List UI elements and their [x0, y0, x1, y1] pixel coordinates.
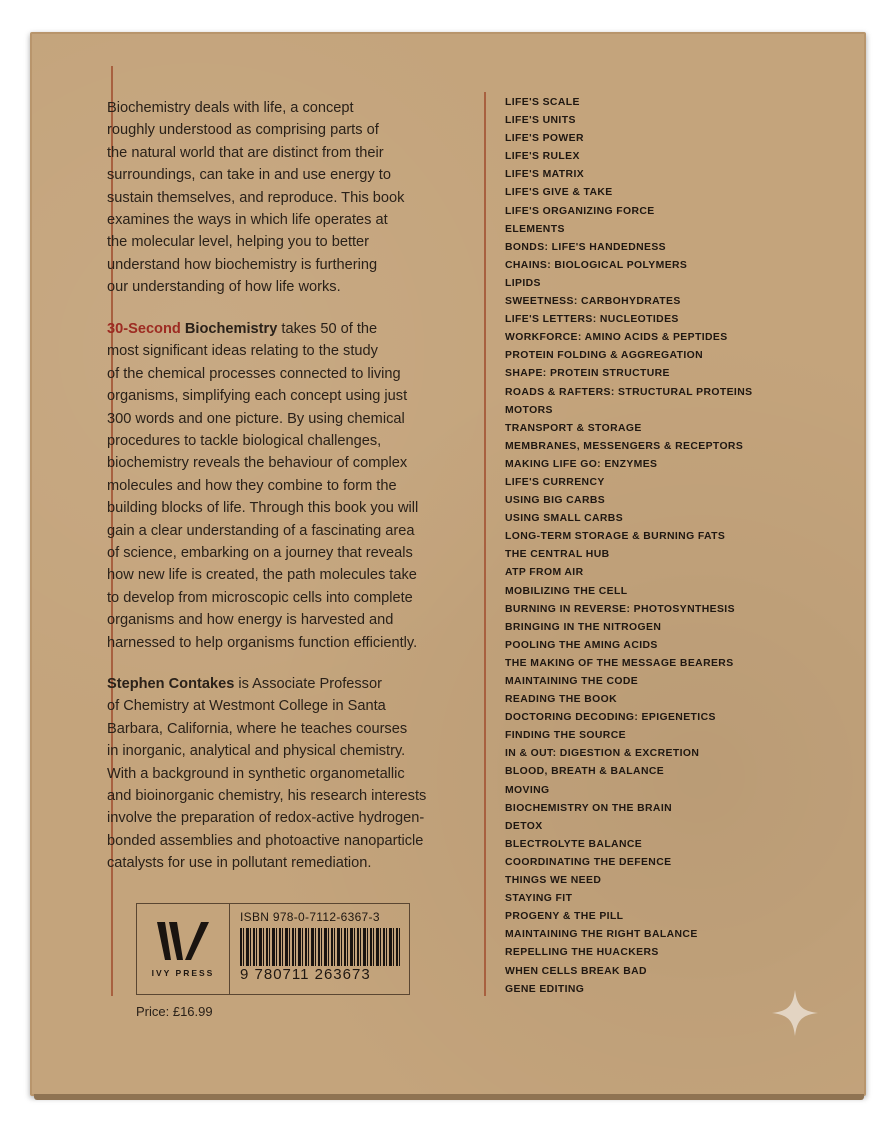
- ivy-press-logo-icon: [155, 920, 211, 962]
- toc-item: MOBILIZING THE CELL: [505, 585, 628, 597]
- table-of-contents: [505, 94, 835, 999]
- toc-item: THE CENTRAL HUB: [505, 549, 610, 561]
- toc-item: ROADS & RAFTERS: STRUCTURAL PROTEINS: [505, 386, 753, 398]
- toc-item: TRANSPORT & STORAGE: [505, 422, 642, 434]
- toc-item: THINGS WE NEED: [505, 875, 602, 887]
- toc-item: READING THE BOOK: [505, 694, 618, 706]
- toc-item: THE MAKING OF THE MESSAGE BEARERS: [505, 657, 734, 669]
- toc-item: MEMBRANES, MESSENGERS & RECEPTORS: [505, 440, 744, 452]
- right-rule: [484, 92, 486, 996]
- toc-item: LIFE'S CURRENCY: [505, 476, 605, 488]
- sparkle-icon: [770, 988, 820, 1043]
- toc-item: DETOX: [505, 820, 543, 832]
- summary-title-series: 30-Second: [107, 321, 181, 337]
- toc-item: LIFE'S GIVE & TAKE: [505, 187, 613, 199]
- toc-item: GENE EDITING: [505, 983, 585, 995]
- toc-item: BRINGING IN THE NITROGEN: [505, 621, 662, 633]
- publisher-logo: [137, 904, 230, 994]
- toc-item: IN & OUT: DIGESTION & EXCRETION: [505, 748, 700, 760]
- toc-item: LIFE'S RULEX: [505, 151, 580, 163]
- toc-item: REPELLING THE HUACKERS: [505, 947, 659, 959]
- toc-item: MOTORS: [505, 404, 553, 416]
- cover-edge: [34, 1094, 864, 1100]
- toc-item: MAKING LIFE GO: ENZYMES: [505, 458, 658, 470]
- toc-item: LIFE'S UNITS: [505, 115, 576, 127]
- toc-item: SWEETNESS: CARBOHYDRATES: [505, 296, 681, 308]
- author-name: Stephen Contakes: [107, 676, 235, 692]
- toc-item: MAINTAINING THE RIGHT BALANCE: [505, 929, 698, 941]
- toc-item: BONDS: LIFE'S HANDEDNESS: [505, 241, 667, 253]
- toc-item: FINDING THE SOURCE: [505, 730, 626, 742]
- barcode-icon: [240, 928, 400, 966]
- toc-item: BLOOD, BREATH & BALANCE: [505, 766, 665, 778]
- price: Price: £16.99: [136, 1004, 213, 1019]
- toc-item: ELEMENTS: [505, 223, 565, 235]
- toc-item: LIFE'S SCALE: [505, 97, 580, 108]
- toc-item: LIFE'S POWER: [505, 133, 584, 145]
- toc-item: BLECTROLYTE BALANCE: [505, 838, 643, 850]
- toc-item: CHAINS: BIOLOGICAL POLYMERS: [505, 259, 688, 271]
- toc-item: SHAPE: PROTEIN STRUCTURE: [505, 368, 670, 380]
- toc-item: MOVING: [505, 784, 550, 796]
- toc-item: USING BIG CARBS: [505, 495, 606, 507]
- toc-item: ATP FROM AIR: [505, 567, 584, 579]
- toc-item: LONG-TERM STORAGE & BURNING FATS: [505, 531, 726, 543]
- imprint-box: [136, 903, 410, 995]
- toc-item: BURNING IN REVERSE: PHOTOSYNTHESIS: [505, 603, 735, 615]
- intro-paragraph: Biochemistry deals with life, a concept roughly understood as comprising parts of the natural world that are distinct from their surroundings, can take in and use energy to sustain themselves, and reproduce. This book examines the ways in which life operates at the molecular level, helping you to better understand how biochemistry is furthering our understanding of how life works.: [107, 100, 405, 296]
- publisher-name: IVY PRESS: [151, 968, 215, 978]
- barcode-number: 9 780711 263673: [240, 966, 371, 983]
- summary-title-subject: Biochemistry: [184, 321, 278, 337]
- toc-item: WORKFORCE: AMINO ACIDS & PEPTIDES: [505, 332, 728, 344]
- summary-paragraph: [107, 318, 429, 654]
- toc-item: DOCTORING DECODING: EPIGENETICS: [505, 712, 716, 724]
- barcode-area: [230, 904, 409, 994]
- author-paragraph: [107, 673, 429, 875]
- toc-item: MAINTAINING THE CODE: [505, 676, 639, 687]
- toc-item: PROGENY & THE PILL: [505, 911, 624, 923]
- toc-item: WHEN CELLS BREAK BAD: [505, 965, 647, 977]
- toc-item: STAYING FIT: [505, 893, 573, 905]
- author-bio: is Associate Professor of Chemistry at Westmont College in Santa Barbara, California, where he teaches courses in inorganic, analytical and physical chemistry. With a background in synthetic organometallic and bioinorganic chemistry, his research interests involve the preparation of redox-active hydrogen- bonded assemblies and photoactive nanoparticle catalysts for use in pollutant remediation.: [107, 676, 427, 872]
- summary-body: takes 50 of the most significant ideas relating to the study of the chemical processes connected to living organisms, simplifying each concept using just 300 words and one picture. By using chemical procedures to tackle biological challenges, biochemistry reveals the behaviour of complex molecules and how they combine to form the building blocks of life. Through this book you will gain a clear understanding of a fascinating area of science, embarking on a journey that reveals how new life is created, the path molecules take to develop from microscopic cells into complete organisms and how energy is harvested and harnessed to help organisms function efficiently.: [107, 321, 419, 651]
- toc-item: LIFE'S ORGANIZING FORCE: [505, 205, 655, 217]
- toc-item: PROTEIN FOLDING & AGGREGATION: [505, 350, 704, 362]
- toc-item: LIPIDS: [505, 277, 541, 289]
- toc-item: LIFE'S LETTERS: NUCLEOTIDES: [505, 314, 679, 326]
- isbn-label: ISBN 978-0-7112-6367-3: [240, 910, 380, 924]
- toc-item: BIOCHEMISTRY ON THE BRAIN: [505, 802, 673, 814]
- toc-item: USING SMALL CARBS: [505, 513, 624, 525]
- toc-item: POOLING THE AMING ACIDS: [505, 639, 658, 651]
- toc-item: LIFE'S MATRIX: [505, 169, 585, 181]
- toc-item: COORDINATING THE DEFENCE: [505, 856, 672, 868]
